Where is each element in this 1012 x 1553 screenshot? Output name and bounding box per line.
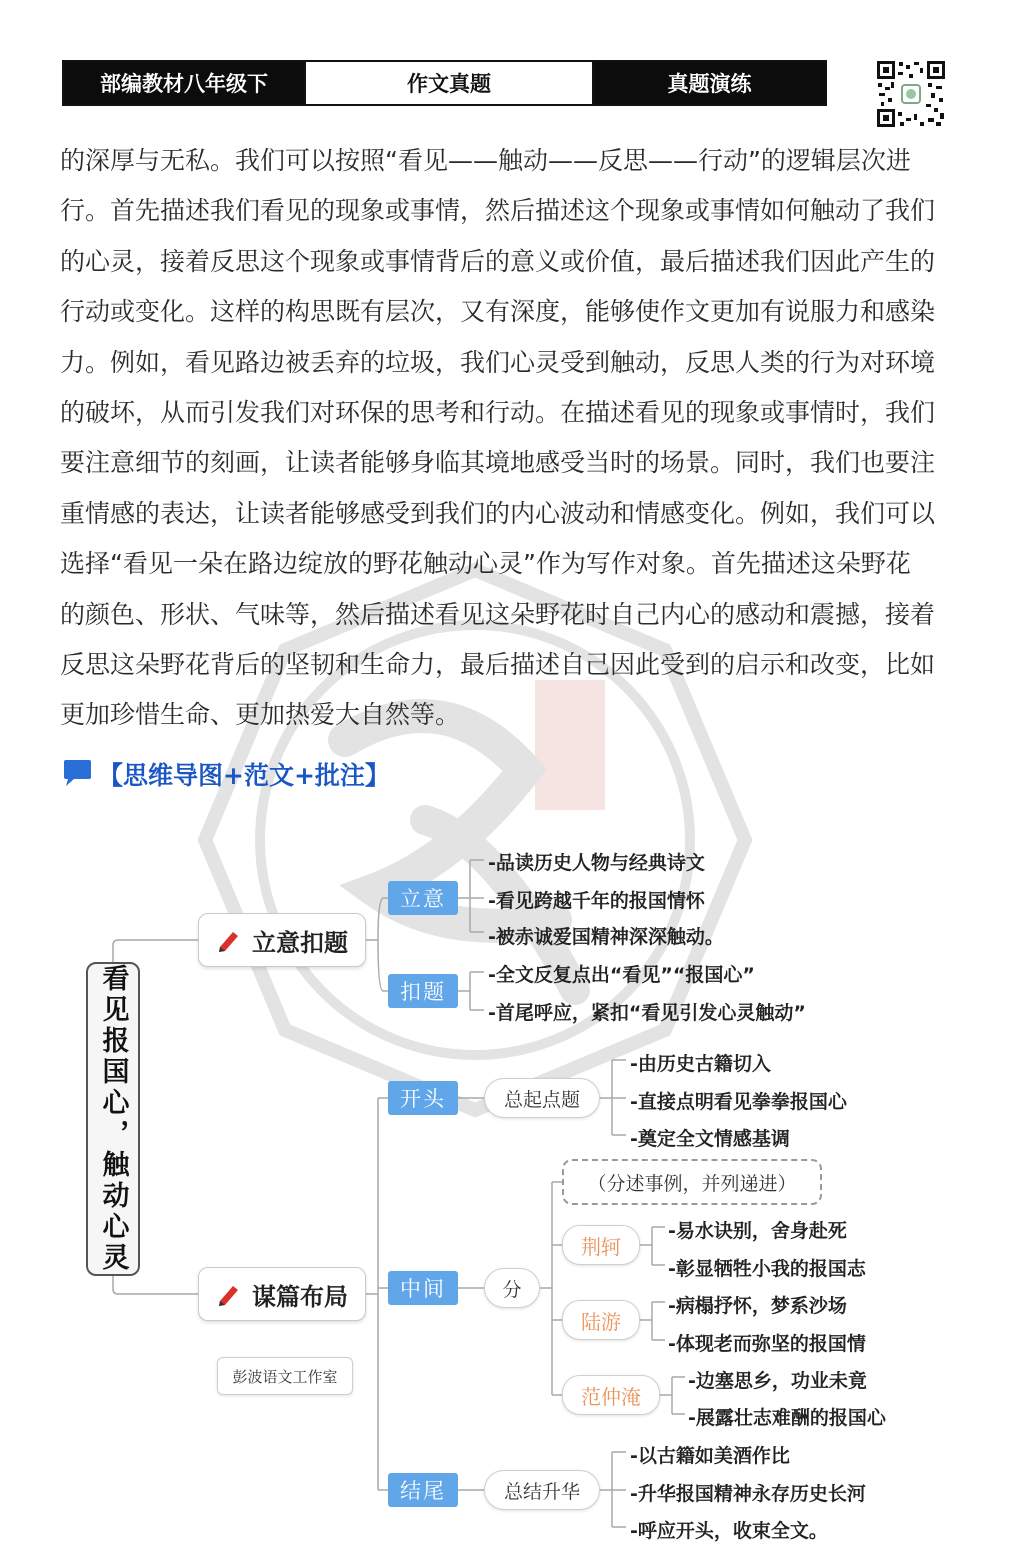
branch-label: 立意扣题 [252,928,348,957]
leaf-text: -边塞思乡，功业未竟 [688,1370,867,1392]
person-jingke: 荆轲 [562,1225,640,1265]
branch-moupian-buju [198,1267,366,1321]
branch-label: 谋篇布局 [252,1282,348,1311]
person-luyou: 陆游 [562,1300,640,1340]
leaf-text: -以古籍如美酒作比 [630,1445,790,1467]
paragraph-line: 行。首先描述我们看见的现象或事情，然后描述这个现象或事情如何触动了我们 [60,196,936,226]
paragraph-line: 力。例如，看见路边被丢弃的垃圾，我们心灵受到触动，反思人类的行为对环境 [60,347,936,377]
node-zongqi-dianti: 总起点题 [484,1078,600,1118]
header-textbook: 部编教材八年级下 [64,62,304,104]
node-zhongjian: 中间 [388,1271,458,1305]
node-jiewei: 结尾 [388,1473,458,1507]
paragraph-line: 的深厚与无私。我们可以按照“看见——触动——反思——行动”的逻辑层次进 [60,146,911,175]
paragraph-line: 要注意细节的刻画，让读者能够身临其境地感受当时的场景。同时，我们也要注 [60,448,936,478]
paragraph-line: 的破坏，从而引发我们对环保的思考和行动。在描述看见的现象或事情时，我们 [60,398,936,428]
mindmap-root-text: 看见报国心，触动心灵 [97,964,129,1274]
mindmap-root [86,962,140,1276]
paragraph-line: 更加珍惜生命、更加热爱大自然等。 [60,700,461,730]
leaf-text: -体现老而弥坚的报国情 [668,1333,866,1355]
node-kaitou: 开头 [388,1081,458,1115]
leaf-text: -全文反复点出“看见”“报国心” [488,964,755,986]
node-kouti: 扣题 [388,974,458,1008]
leaf-text: -首尾呼应，紧扣“看见引发心灵触动” [488,1002,806,1024]
leaf-text: -奠定全文情感基调 [630,1128,790,1150]
leaf-text: -品读历史人物与经典诗文 [488,852,705,874]
section-heading-text: 【思维导图+范文+批注】 [98,761,390,790]
node-fen: 分 [484,1268,540,1308]
paragraph-line: 重情感的表达，让读者能够感受到我们的内心波动和情感变化。例如，我们可以 [60,498,936,528]
leaf-text: -病榻抒怀，梦系沙场 [668,1295,847,1317]
paragraph-line: 行动或变化。这样的构思既有层次，又有深度，能够使作文更加有说服力和感染 [60,297,936,327]
leaf-text: -由历史古籍切入 [630,1053,771,1075]
header-title: 作文真题 [304,62,594,104]
pencil-icon [216,927,242,953]
leaf-text: -呼应开头，收束全文。 [630,1520,828,1542]
paragraph-line: 的心灵，接着反思这个现象或事情背后的意义或价值，最后描述我们因此产生的 [60,246,936,276]
leaf-text: -展露壮志难酬的报国心 [688,1407,886,1429]
paragraph-line: 选择“看见一朵在路边绽放的野花触动心灵”作为写作对象。首先描述这朵野花 [60,549,911,579]
note-box: （分述事例，并列递进） [562,1159,822,1205]
leaf-text: -升华报国精神永存历史长河 [630,1483,866,1505]
leaf-text: -彰显牺牲小我的报国志 [668,1258,866,1280]
studio-label: 彭波语文工作室 [217,1357,353,1395]
node-liyi: 立意 [388,881,458,915]
header-practice: 真题演练 [594,62,825,104]
pencil-icon [216,1281,242,1307]
paragraph-line: 的颜色、形状、气味等，然后描述看见这朵野花时自己内心的感动和震撼，接着 [60,599,936,629]
node-zongjie-shenghua: 总结升华 [484,1470,600,1510]
leaf-text: -直接点明看见拳拳报国心 [630,1091,847,1113]
person-fanzhongyan: 范仲淹 [562,1375,660,1415]
paragraph-line: 反思这朵野花背后的坚韧和生命力，最后描述自己因此受到的启示和改变，比如 [60,650,936,680]
leaf-text: -看见跨越千年的报国情怀 [488,890,705,912]
leaf-text: -易水诀别，舍身赴死 [668,1220,847,1242]
leaf-text: -被赤诚爱国精神深深触动。 [488,926,724,948]
branch-liyi-kouti [198,913,366,967]
